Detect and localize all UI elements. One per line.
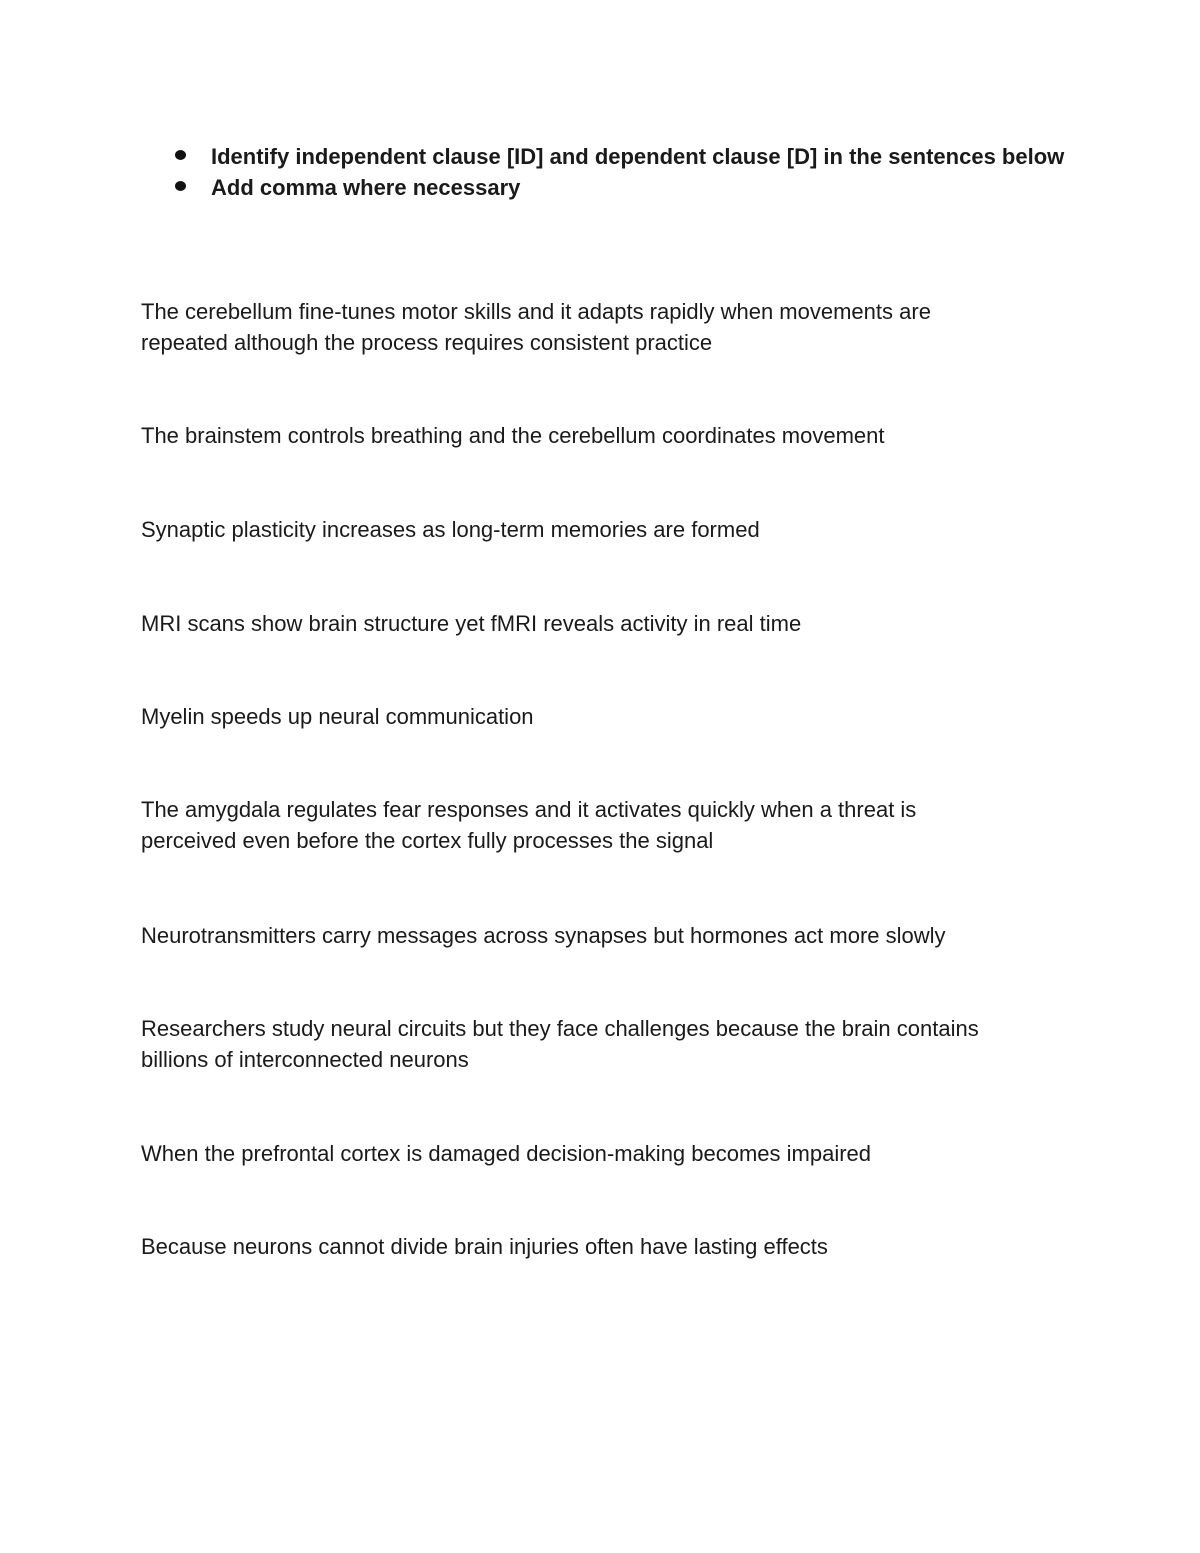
instruction-list: [141, 141, 1071, 203]
sentence-4: MRI scans show brain structure yet fMRI reveals activity in real time: [141, 611, 802, 636]
sentence-7: Neurotransmitters carry messages across synapses but hormones act more slowly: [141, 923, 946, 948]
sentence-10: Because neurons cannot divide brain injuries often have lasting effects: [141, 1234, 828, 1259]
bullet-icon: [175, 150, 186, 160]
sentence-5: Myelin speeds up neural communication: [141, 704, 534, 729]
instruction-text: Add comma where necessary: [211, 175, 521, 200]
sentence-1: The cerebellum fine-tunes motor skills and it adapts rapidly when movements are repeated although the process requires consistent practice: [141, 299, 931, 355]
sentence-9: When the prefrontal cortex is damaged decision-making becomes impaired: [141, 1141, 872, 1166]
instruction-text: Identify independent clause [ID] and dependent clause [D] in the sentences below: [211, 144, 1065, 169]
sentence-8: Researchers study neural circuits but they face challenges because the brain contains billions of interconnected neurons: [141, 1016, 979, 1072]
instruction-item: [141, 141, 1071, 172]
sentence-3: Synaptic plasticity increases as long-term memories are formed: [141, 517, 760, 542]
bullet-icon: [175, 181, 186, 191]
sentence-6: The amygdala regulates fear responses and it activates quickly when a threat is perceived even before the cortex fully processes the signal: [141, 797, 917, 853]
instruction-item: [141, 172, 1071, 203]
sentence-2: The brainstem controls breathing and the cerebellum coordinates movement: [141, 423, 885, 448]
